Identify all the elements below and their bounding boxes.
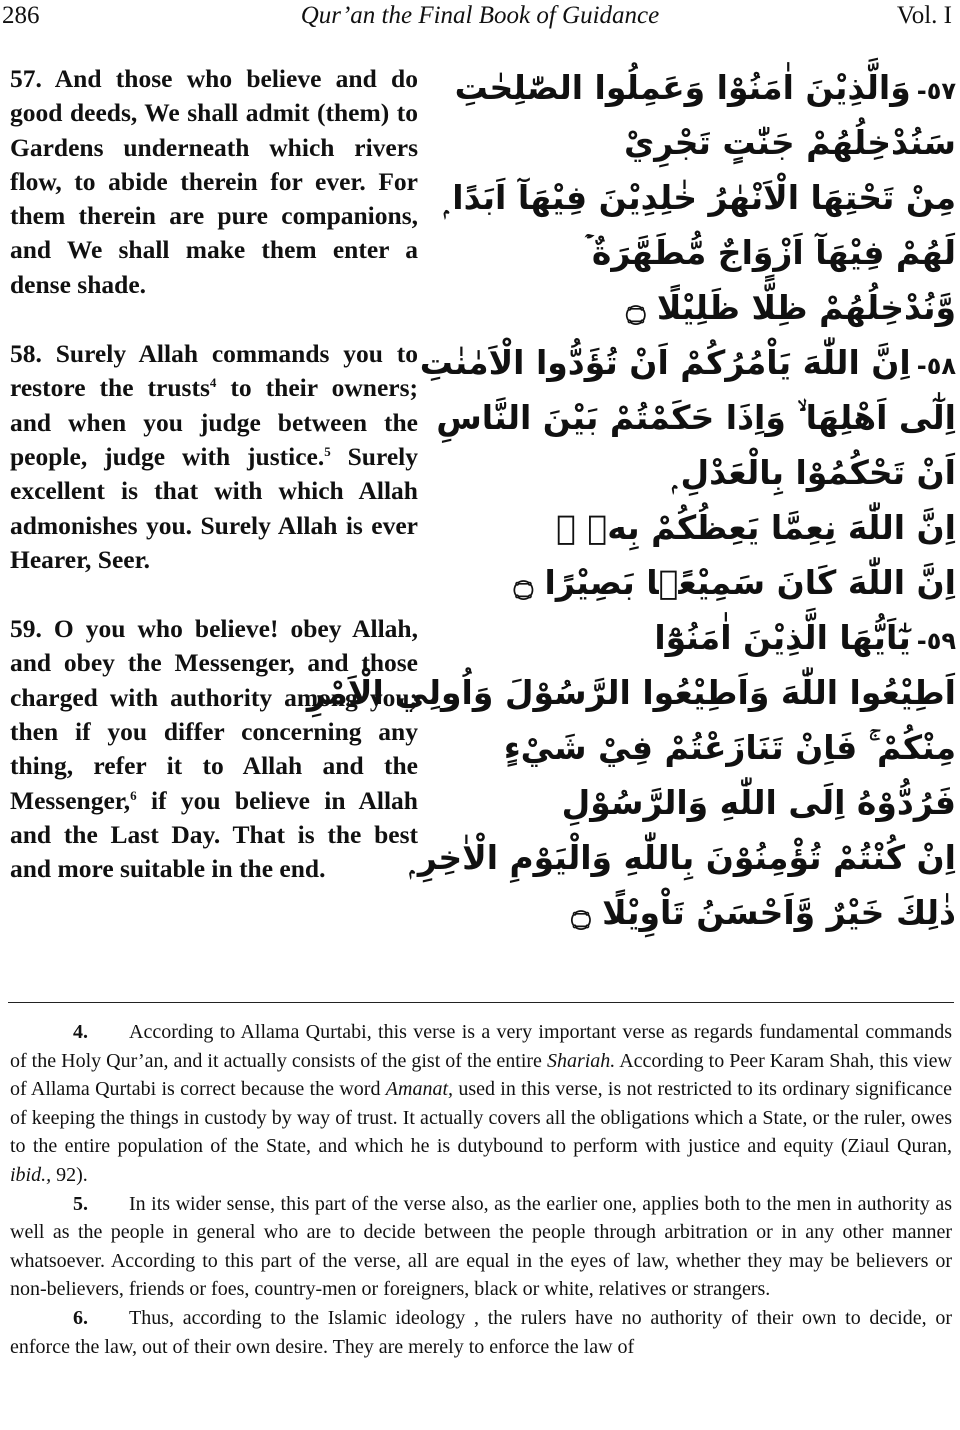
verse-number-58: ٥٨- (916, 352, 956, 380)
arabic-line: مِنْ تَحْتِهَا الْاَنْهٰرُ خٰلِدِيْنَ فِيْهَآ اَبَدًا ۭ (444, 178, 956, 217)
arabic-line: ذٰلِكَ خَيْرٌ وَّاَحْسَنُ تَاْوِيْلًا ۝ (571, 893, 956, 932)
footnote-number: 6. (73, 1306, 88, 1329)
arabic-line: ٥٨-اِنَّ اللّٰهَ يَاْمُرُكُمْ اَنْ تُؤَدُّوا الْاَمٰنٰتِ (419, 343, 956, 382)
arabic-line: لَهُمْ فِيْهَآ اَزْوَاجٌ مُّطَهَّرَةٌ ۡ (583, 233, 956, 272)
footnote-number: 4. (73, 1021, 88, 1043)
book-title: Qur’an the Final Book of Guidance (300, 2, 660, 29)
footnote-ref-5: 5 (324, 443, 331, 459)
arabic-line: اِلٰٓى اَھْلِهَا ۙ وَاِذَا حَكَمْتُمْ بَيْنَ النَّاسِ (436, 398, 956, 437)
footnote-ref-6: 6 (130, 787, 137, 803)
footnote-6: 6. Thus, according to the Islamic ideology , the rulers have no authority of their own to decide, or enforce the law, out of their own desire. They are merely to enforce the law of (10, 1304, 952, 1361)
arabic-line: اَنْ تَحْكُمُوْا بِالْعَدْلِ ۭ (672, 453, 956, 492)
volume-label: Vol. I (896, 2, 952, 29)
arabic-line: اِنَّ اللّٰهَ كَانَ سَمِيْعًۢا بَصِيْرًا ۝ (513, 563, 956, 602)
page-number: 286 (2, 2, 40, 29)
footnote-5: 5. In its wider sense, this part of the verse also, as the earlier one, applies both to the men in authority as well as the people in general who are to decide between the people through arbitration or in any other manner whatsoever. According to this part of the verse, all are equal in the eyes of law, whether they may be believers or non-believers, friends or foes, country-men or foreigners, black or white, relatives or strangers. (10, 1190, 952, 1304)
footnote-ref-4: 4 (209, 375, 217, 391)
arabic-text (306, 60, 956, 940)
verse-59-translation: 59. O you who believe! obey Allah, and obey the Messenger, and those charged with authority among you; then if you differ concerning any thing, refer it to Allah and the Messenger,$^6$ if you believe in Allah and the Last Day. That is the best and more suitable in the end. (10, 614, 418, 884)
arabic-line: وَّنُدْخِلُهُمْ ظِلًّا ظَلِيْلًا ۝ (626, 288, 956, 327)
arabic-line: اِنَّ اللّٰهَ نِعِمَّا يَعِظُكُمْ بِهٖ ۭ (556, 508, 956, 547)
arabic-line: ٥٩-يٰٓاَيُّهَا الَّذِيْنَ اٰمَنُوْٓا (654, 618, 956, 657)
verse-number-59: ٥٩- (916, 627, 956, 655)
arabic-line: اَطِيْعُوا اللّٰهَ وَاَطِيْعُوا الرَّسُوْلَ وَاُولِي الْاَمْرِ (306, 673, 956, 712)
footnotes (10, 1018, 952, 1361)
arabic-line: سَنُدْخِلُهُمْ جَنّٰتٍ تَجْرِيْ (623, 123, 956, 162)
footnote-divider (8, 1002, 954, 1003)
footnote-4: 4. According to Allama Qurtabi, this verse is a very important verse as regards fundamental commands of the Holy Qur’an, and it actually consists of the gist of the entire Shariah. According to Peer Karam Shah, this view of Allama Qurtabi is correct because the word Amanat, used in this verse, is not restricted to its ordinary significance of keeping the things in custody by way of trust. It actually covers all the obligations which a State, or the ruler, owes to the entire population of the State, and which he is dutybound to perform with justice and equity (Ziaul Quran, ibid., 92). (10, 1018, 952, 1190)
page-header (0, 0, 960, 40)
verse-58-translation: 58. Surely Allah commands you to restore the trusts$^4$ to their owners; and when you judge between the people, judge with justice.$^5$ Surely excellent is that with which Allah admonishes you. Surely Allah is ever Hearer, Seer. (10, 339, 418, 574)
arabic-line: ٥٧-وَالَّذِيْنَ اٰمَنُوْا وَعَمِلُوا الصّٰلِحٰتِ (454, 68, 956, 107)
verse-number-57: ٥٧- (916, 77, 956, 105)
english-translation (10, 62, 418, 922)
verse-57-translation: 57. And those who believe and do good deeds, We shall admit (them) to Gardens underneath which rivers flow, to abide therein for ever. For them therein are pure companions, and We shall make them enter a dense shade. (10, 64, 418, 299)
arabic-line: اِنْ كُنْتُمْ تُؤْمِنُوْنَ بِاللّٰهِ وَالْيَوْمِ الْاٰخِرِ ۭ (409, 838, 956, 877)
footnote-number: 5. (73, 1192, 88, 1215)
arabic-line: مِنْكُمْ ۚ فَاِنْ تَنَازَعْتُمْ فِيْ شَيْءٍ (503, 728, 956, 767)
arabic-line: فَرُدُّوْهُ اِلَى اللّٰهِ وَالرَّسُوْلِ (561, 783, 956, 822)
